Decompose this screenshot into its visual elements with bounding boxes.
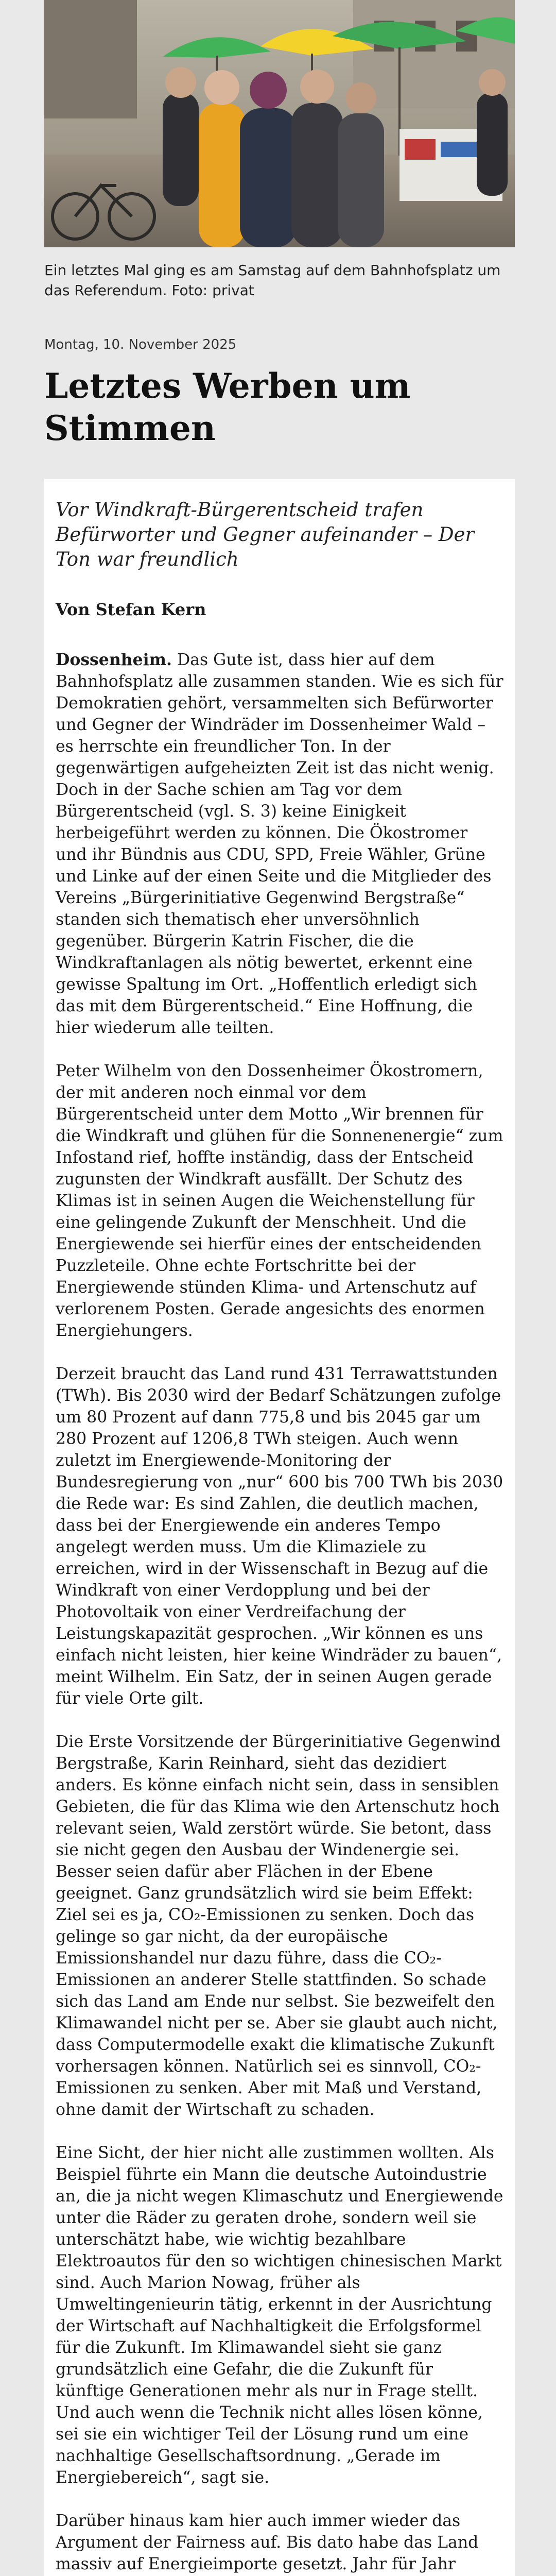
paragraph-4: Die Erste Vorsitzende der Bürgerinitiative Gegenwind Bergstraße, Karin Reinhard, sieht das dezidiert anders. Es könne einfach nicht sein, dass in sensiblen Gebieten, die für das Klima wie den Artenschutz hoch relevant seien, Wald zerstört würde. Sie betont, dass sie nicht gegen den Ausbau der Windenergie sei. Besser seien dafür aber Flächen in der Ebene geeignet. Ganz grundsätzlich wird sie beim Effekt: Ziel sei es ja, CO₂-Emissionen zu senken. Doch das gelinge so gar nicht, da der europäische Emissionshandel nur dazu führe, dass die CO₂-Emissionen an anderer Stelle stattfinden. So schade sich das Land am Ende nur selbst. Sie bezweifelt den Klimawandel nicht per se. Aber sie glaubt auch nicht, dass Computermodelle exakt die klimatische Zukunft vorhersagen können. Natürlich sei es sinnvoll, CO₂-Emissionen zu senken. Aber mit Maß und Verstand, ohne damit der Wirtschaft zu schaden. [56,1733,501,2119]
photo-caption: Ein letztes Mal ging es am Samstag auf dem Bahnhofsplatz um das Referendum. Foto: privat [44,262,501,299]
paragraph-1-text: Das Gute ist, dass hier auf dem Bahnhofsplatz alle zusammen standen. Wie es sich für Demokratien gehört, versammelten sich Befürworter und Gegner der Windräder im Dossenheimer Wald – es herrschte ein freundlicher Ton. In der gegenwärtigen aufgeheizten Zeit ist das nicht wenig. Doch in der Sache schien am Tag vor dem Bürgerentscheid (vgl. S. 3) keine Einigkeit herbeigeführt werden zu können. Die Ökostromer und ihr Bündnis aus CDU, SPD, Freie Wähler, Grüne und Linke auf der einen Seite und die Mitglieder des Vereins „Bürgerinitiative Gegenwind Bergstraße“ standen sich thematisch eher unversöhnlich gegenüber. Bürgerin Katrin Fischer, die die Windkraftanlagen als nötig bewertet, erkennt eine gewisse Spaltung im Ort. „Hoffentlich erledigt sich das mit dem Bürgerentscheid.“ Eine Hoffnung, die hier wiederum alle teilten. [56,651,503,1037]
article-teaser: Vor Windkraft-Bürgerentscheid trafen Befürworter und Gegner aufeinander – Der Ton war freundlich [56,499,475,570]
publication-date: Montag, 10. November 2025 [44,337,237,352]
author-byline: Von Stefan Kern [56,600,206,619]
article-photo [44,0,515,247]
paragraph-1 [56,649,503,1039]
paragraph-6: Darüber hinaus kam hier auch immer wieder das Argument der Fairness auf. Bis dato habe das Land massiv auf Energieimporte gesetzt. Jahr für Jahr [56,2512,479,2573]
article-body [44,479,515,2576]
paragraph-5: Eine Sicht, der hier nicht alle zustimmen wollten. Als Beispiel führte ein Mann die deutsche Autoindustrie an, die ja nicht wegen Klimaschutz und Energiewende unter die Räder zu geraten drohe, sondern weil sie unterschätzt habe, wie wichtig bezahlbare Elektroautos für den so wichtigen chinesischen Markt sind. Auch Marion Nowag, früher als Umweltingenieurin tätig, erkennt in der Ausrichtung der Wirtschaft auf Nachhaltigkeit die Erfolgsformel für die Zukunft. Im Klimawandel sieht sie ganz grundsätzlich eine Gefahr, die die Zukunft für künftige Generationen mehr als nur in Frage stellt. Und auch wenn die Technik nicht alles lösen könne, sei sie ein wichtiger Teil der Lösung rund um eine nachhaltige Gesellschaftsordnung. „Gerade im Energiebereich“, sagt sie. [56,2144,503,2487]
paragraph-3: Derzeit braucht das Land rund 431 Terrawattstunden (TWh). Bis 2030 wird der Bedarf Schätzungen zufolge um 80 Prozent auf dann 775,8 und bis 2045 gar um 280 Prozent auf 1206,8 TWh steigen. Auch wenn zuletzt im Energiewende-Monitoring der Bundesregierung von „nur“ 600 bis 700 TWh bis 2030 die Rede war: Es sind Zahlen, die deutlich machen, dass bei der Energiewende ein anderes Tempo angelegt werden muss. Um die Klimaziele zu erreichen, wird in der Wissenschaft in Bezug auf die Windkraft von einer Verdopplung und bei der Photovoltaik von einer Verdreifachung der Leistungskapazität gesprochen. „Wir können es uns einfach nicht leisten, hier keine Windräder zu bauen“, meint Wilhelm. Ein Satz, der in seinen Augen gerade für viele Orte gilt. [56,1365,503,1708]
article-headline: Letztes Werben um Stimmen [44,366,411,448]
paragraph-2: Peter Wilhelm von den Dossenheimer Ökostromern, der mit anderen noch einmal vor dem Bürgerentscheid unter dem Motto „Wir brennen für die Windkraft und glühen für die Sonnenenergie“ zum Infostand rief, hoffte inständig, dass der Entscheid zugunsten der Windkraft ausfällt. Der Schutz des Klimas ist in seinen Augen die Weichenstellung für eine gelingende Zukunft der Menschheit. Und die Energiewende sei hierfür eines der entscheidenden Puzzleteile. Ohne echte Fortschritte bei der Energiewende stünden Klima- und Artenschutz auf verlorenem Posten. Gerade angesichts des enormen Energiehungers. [56,1062,503,1340]
dateline: Dossenheim. [56,650,172,669]
market-square-photo [44,0,515,247]
